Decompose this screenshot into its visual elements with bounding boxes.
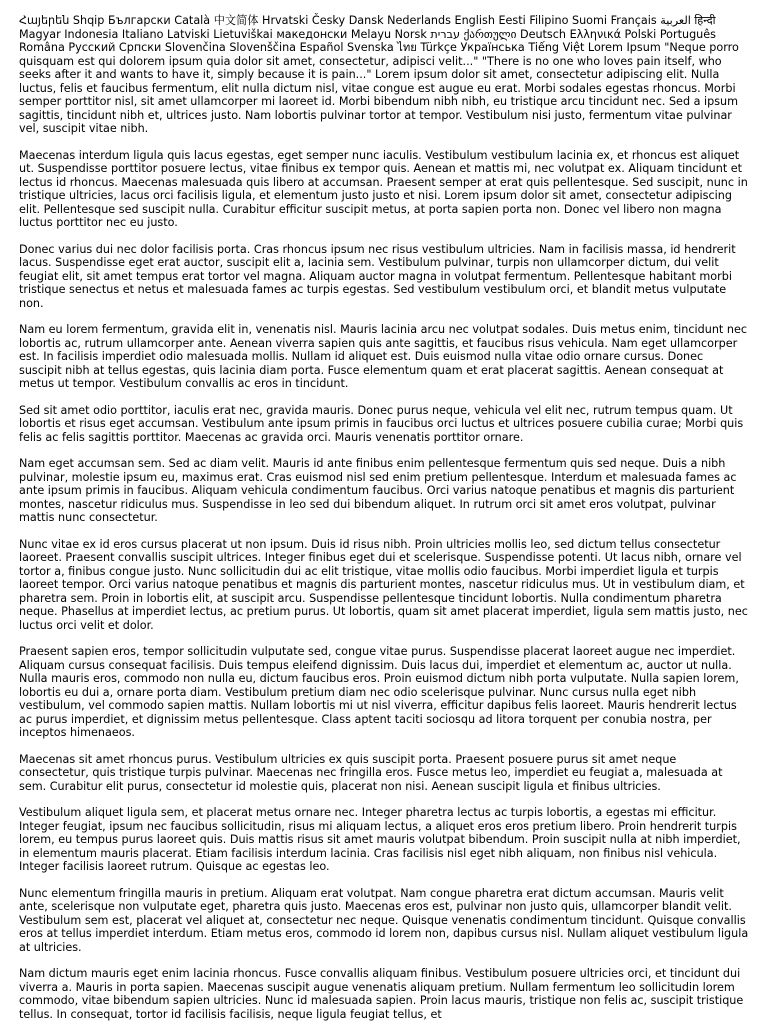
language-link[interactable]: Filipino xyxy=(529,14,569,27)
language-link[interactable]: Türkçe xyxy=(420,41,457,54)
language-link[interactable]: Български xyxy=(107,14,171,27)
language-link[interactable]: العربية xyxy=(660,14,691,27)
intro-block xyxy=(19,14,749,136)
language-link[interactable]: Dansk xyxy=(348,14,384,27)
language-link[interactable]: עברית xyxy=(430,27,460,41)
body-paragraph-10: Nunc elementum fringilla mauris in pretium. Aliquam erat volutpat. Nam congue pharetra erat dictum accumsan. Mauris velit ante, scelerisque non vulputate eget, pharetra quis justo. Maecenas eros est, pulvinar non justo quis, ullamcorper blandit velit. Vestibulum sem est, placerat vel aliquet at, consectetur nec neque. Quisque venenatis condimentum tincidunt. Quisque convallis eros at tellus imperdiet interdum. Etiam metus eros, commodo id lorem non, dapibus cursus nisl. Nullam aliquet vestibulum ligula at ultricies. xyxy=(19,886,749,954)
language-link[interactable]: Magyar xyxy=(19,27,61,41)
body-paragraph-2: Donec varius dui nec dolor facilisis porta. Cras rhoncus ipsum nec risus vestibulum ultricies. Nam in facilisis massa, id hendrerit lacus. Suspendisse eget erat auctor, suscipit elit a, lacinia sem. Vestibulum pulvinar, turpis non ullamcorper dictum, dui velit feugiat elit, sit amet tempus erat tortor vel magna. Aliquam auctor magna in volutpat fermentum. Pellentesque habitant morbi tristique senectus et netus et malesuada fames ac turpis egestas. Sed vestibulum vestibulum orci, et blandit metus vulputate non. xyxy=(19,242,736,310)
intro-paragraph: Lorem Ipsum "Neque porro quisquam est qui dolorem ipsum quia dolor sit amet, consectetur, adipisci velit..." "There is no one who loves pain itself, who seeks after it and wants to have it, simply because it is pain..." Lorem ipsum dolor sit amet, consectetur adipiscing elit. Nulla luctus, felis et faucibus fermentum, elit nulla dictum nisl, vitae congue est augue eu erat. Morbi sodales egestas rhoncus. Morbi semper porttitor nisl, sit amet ullamcorper mi laoreet id. Morbi bibendum nibh nibh, eu tristique arcu tincidunt nec. Sed a ipsum sagittis, tincidunt nibh et, ultrices justo. Nam lobortis pulvinar tortor at tempor. Vestibulum nisi justo, fermentum vitae pulvinar vel, suscipit vitae nibh. xyxy=(19,41,739,135)
body-paragraph-9: Vestibulum aliquet ligula sem, et placerat metus ornare nec. Integer pharetra lectus ac turpis lobortis, a egestas mi efficitur. Integer feugiat, ipsum nec faucibus sollicitudin, risus mi aliquam lectus, a aliquet eros eros pretium libero. Proin hendrerit turpis lorem, eu tempus purus laoreet quis. Duis mattis risus sit amet mauris volutpat bibendum. Proin suscipit nulla at nibh imperdiet, in elementum mauris placerat. Etiam facilisis interdum lacinia. Cras facilisis nisl eget nibh aliquam, non finibus nisl vehicula. Integer facilisis laoreet rutrum. Quisque ac egestas leo. xyxy=(19,806,741,873)
language-link[interactable]: ไทย xyxy=(397,41,417,54)
language-link[interactable]: Hrvatski xyxy=(262,14,309,27)
language-link[interactable]: Հայերեն xyxy=(19,14,70,27)
body-paragraph-6: Nunc vitae ex id eros cursus placerat ut non ipsum. Duis id risus nibh. Proin ultricies mollis leo, sed dictum tellus consectetur laoreet. Praesent convallis suscipit ultrices. Integer finibus eget dui et scelerisque. Suspendisse potenti. Ut lacus nibh, ornare vel tortor a, finibus congue justo. Nunc sollicitudin dui ac elit tristique, vitae mollis odio faucibus. Morbi imperdiet ligula et turpis laoreet tempor. Orci varius natoque penatibus et magnis dis parturient montes, nascetur ridiculus mus. Ut in vestibulum diam, et pharetra sem. Proin in lobortis elit, at suscipit arcu. Suspendisse pellentesque tincidunt lobortis. Nulla condimentum pharetra neque. Phasellus at imperdiet lectus, ac pretium purus. Ut lobortis, quam sit amet placerat imperdiet, ligula sem mattis justo, nec luctus orci velit et dolor. xyxy=(19,537,748,632)
language-link[interactable]: Français xyxy=(610,14,657,27)
language-link[interactable]: Slovenčina xyxy=(164,41,226,54)
language-link[interactable]: Norsk xyxy=(394,27,427,41)
body-paragraph-1: Maecenas interdum ligula quis lacus egestas, eget semper nunc iaculis. Vestibulum vestibulum lacinia ex, et rhoncus est aliquet ut. Suspendisse porttitor posuere lectus, vitae finibus ex tempor quis. Aenean et mattis mi, nec volutpat ex. Aliquam tincidunt et lectus id rhoncus. Maecenas malesuada quis libero at accumsan. Praesent semper at erat quis pellentesque. Sed suscipit, nunc in tristique ultricies, lacus orci facilisis ligula, et elementum justo justo et nisi. Lorem ipsum dolor sit amet, consectetur adipiscing elit. Pellentesque sed suscipit nulla. Curabitur efficitur suscipit metus, at porta sapien porta non. Donec vel libero non magna luctus porttitor nec eu justo. xyxy=(19,148,748,229)
language-link[interactable]: Melayu xyxy=(350,27,392,41)
language-link[interactable]: Lietuviškai xyxy=(213,27,273,41)
language-link[interactable]: Česky xyxy=(311,14,346,27)
language-link[interactable]: Português xyxy=(659,27,716,41)
language-link[interactable]: 中文简体 xyxy=(213,14,259,27)
language-link[interactable]: Eesti xyxy=(498,14,526,27)
language-link[interactable]: Latviski xyxy=(167,27,210,41)
language-link[interactable]: Polski xyxy=(624,27,657,41)
body-paragraph-11: Nam dictum mauris eget enim lacinia rhoncus. Fusce convallis aliquam finibus. Vestibulum posuere ultricies orci, et tincidunt dui viverra a. Mauris in porta sapien. Maecenas suscipit augue venenatis aliquam pretium. Nullam fermentum leo sollicitudin lorem commodo, vitae bibendum sapien ultricies. Nunc id malesuada sapien. Proin lacus mauris, tristique non felis ac, suscipit tristique tellus. In consequat, tortor id facilisis facilisis, neque ligula feugiat tellus, et xyxy=(19,967,744,1021)
language-link[interactable]: Indonesia xyxy=(64,27,119,41)
lorem-ipsum-document xyxy=(19,14,749,1034)
language-link[interactable]: Español xyxy=(299,41,344,54)
language-link[interactable]: Svenska xyxy=(347,41,394,54)
language-link[interactable]: Tiếng Việt xyxy=(528,41,585,54)
language-link[interactable]: ქართული xyxy=(463,27,517,41)
language-link[interactable]: македонски xyxy=(276,27,348,41)
body-paragraph-7: Praesent sapien eros, tempor sollicitudin vulputate sed, congue vitae purus. Suspendisse placerat laoreet augue nec imperdiet. Aliquam cursus consequat facilisis. Duis tempus eleifend dignissim. Duis lacus dui, imperdiet et elementum ac, auctor ut nulla. Nulla mauris eros, commodo non nulla eu, dictum faucibus eros. Proin euismod dictum nibh porta vulputate. Nulla sapien lorem, lobortis eu dui a, ornare porta diam. Vestibulum pretium diam nec odio scelerisque pulvinar. Nunc cursus nulla eget nibh vestibulum, vel commodo sapien mattis. Nullam lobortis mi ut nisl viverra, efficitur dapibus felis laoreet. Mauris hendrerit lectus ac purus imperdiet, et dignissim metus pellentesque. Class aptent taciti sociosqu ad litora torquent per conubia nostra, per inceptos himenaeos. xyxy=(19,645,739,739)
language-link[interactable]: Suomi xyxy=(571,14,608,27)
language-link[interactable]: Italiano xyxy=(121,27,164,41)
language-link[interactable]: Català xyxy=(174,14,211,27)
language-link[interactable]: Українська xyxy=(460,41,525,54)
language-link[interactable]: हिन्दी xyxy=(694,14,716,27)
body-paragraph-8: Maecenas sit amet rhoncus purus. Vestibulum ultricies ex quis suscipit porta. Praesent posuere purus sit amet neque consectetur, quis tristique turpis pulvinar. Maecenas nec fringilla eros. Fusce metus leo, imperdiet eu feugiat a, malesuada at sem. Curabitur elit purus, consectetur id molestie quis, placerat non nisi. Aenean suscipit ligula et finibus ultricies. xyxy=(19,752,723,793)
language-link[interactable]: Româna xyxy=(19,41,65,54)
body-paragraph-5: Nam eget accumsan sem. Sed ac diam velit. Mauris id ante finibus enim pellentesque fermentum quis sed neque. Duis a nibh pulvinar, molestie ipsum eu, maximus erat. Cras euismod nisl sed enim pretium pellentesque. Interdum et malesuada fames ac ante ipsum primis in faucibus. Aliquam vehicula condimentum faucibus. Orci varius natoque penatibus et magnis dis parturient montes, nascetur ridiculus mus. Suspendisse in leo sed dui bibendum aliquet. In rutrum orci sit amet eros volutpat, pulvinar mattis nunc consectetur. xyxy=(19,457,737,524)
language-link[interactable]: Nederlands xyxy=(387,14,451,27)
language-link[interactable]: Ελληνικά xyxy=(569,27,621,41)
language-link[interactable]: English xyxy=(454,14,495,27)
body-paragraph-3: Nam eu lorem fermentum, gravida elit in, venenatis nisl. Mauris lacinia arcu nec volutpat sodales. Duis metus enim, tincidunt nec lobortis ac, rutrum ullamcorper ante. Aenean viverra sapien quis ante sagittis, et faucibus risus vehicula. Nam eget ullamcorper est. In facilisis imperdiet odio malesuada mollis. Nullam id aliquet est. Duis euismod nulla vitae odio ornare cursus. Donec suscipit nibh at tellus egestas, quis lacinia diam porta. Fusce elementum quam et erat placerat sagittis. Aenean consequat at metus ut tempor. Vestibulum convallis ac eros in tincidunt. xyxy=(19,323,747,390)
language-link[interactable]: Српски xyxy=(118,41,162,54)
body-paragraph-4: Sed sit amet odio porttitor, iaculis erat nec, gravida mauris. Donec purus neque, vehicula vel elit nec, rutrum tempus quam. Ut lobortis et risus eget accumsan. Vestibulum ante ipsum primis in faucibus orci luctus et ultrices posuere cubilia curae; Morbi quis felis ac felis sagittis porttitor. Maecenas ac gravida orci. Mauris venenatis porttitor ornare. xyxy=(19,403,744,444)
language-link[interactable]: Slovenščina xyxy=(229,41,297,54)
language-link[interactable]: Deutsch xyxy=(519,27,566,41)
language-link[interactable]: Shqip xyxy=(72,14,105,27)
language-link[interactable]: Русский xyxy=(68,41,116,54)
